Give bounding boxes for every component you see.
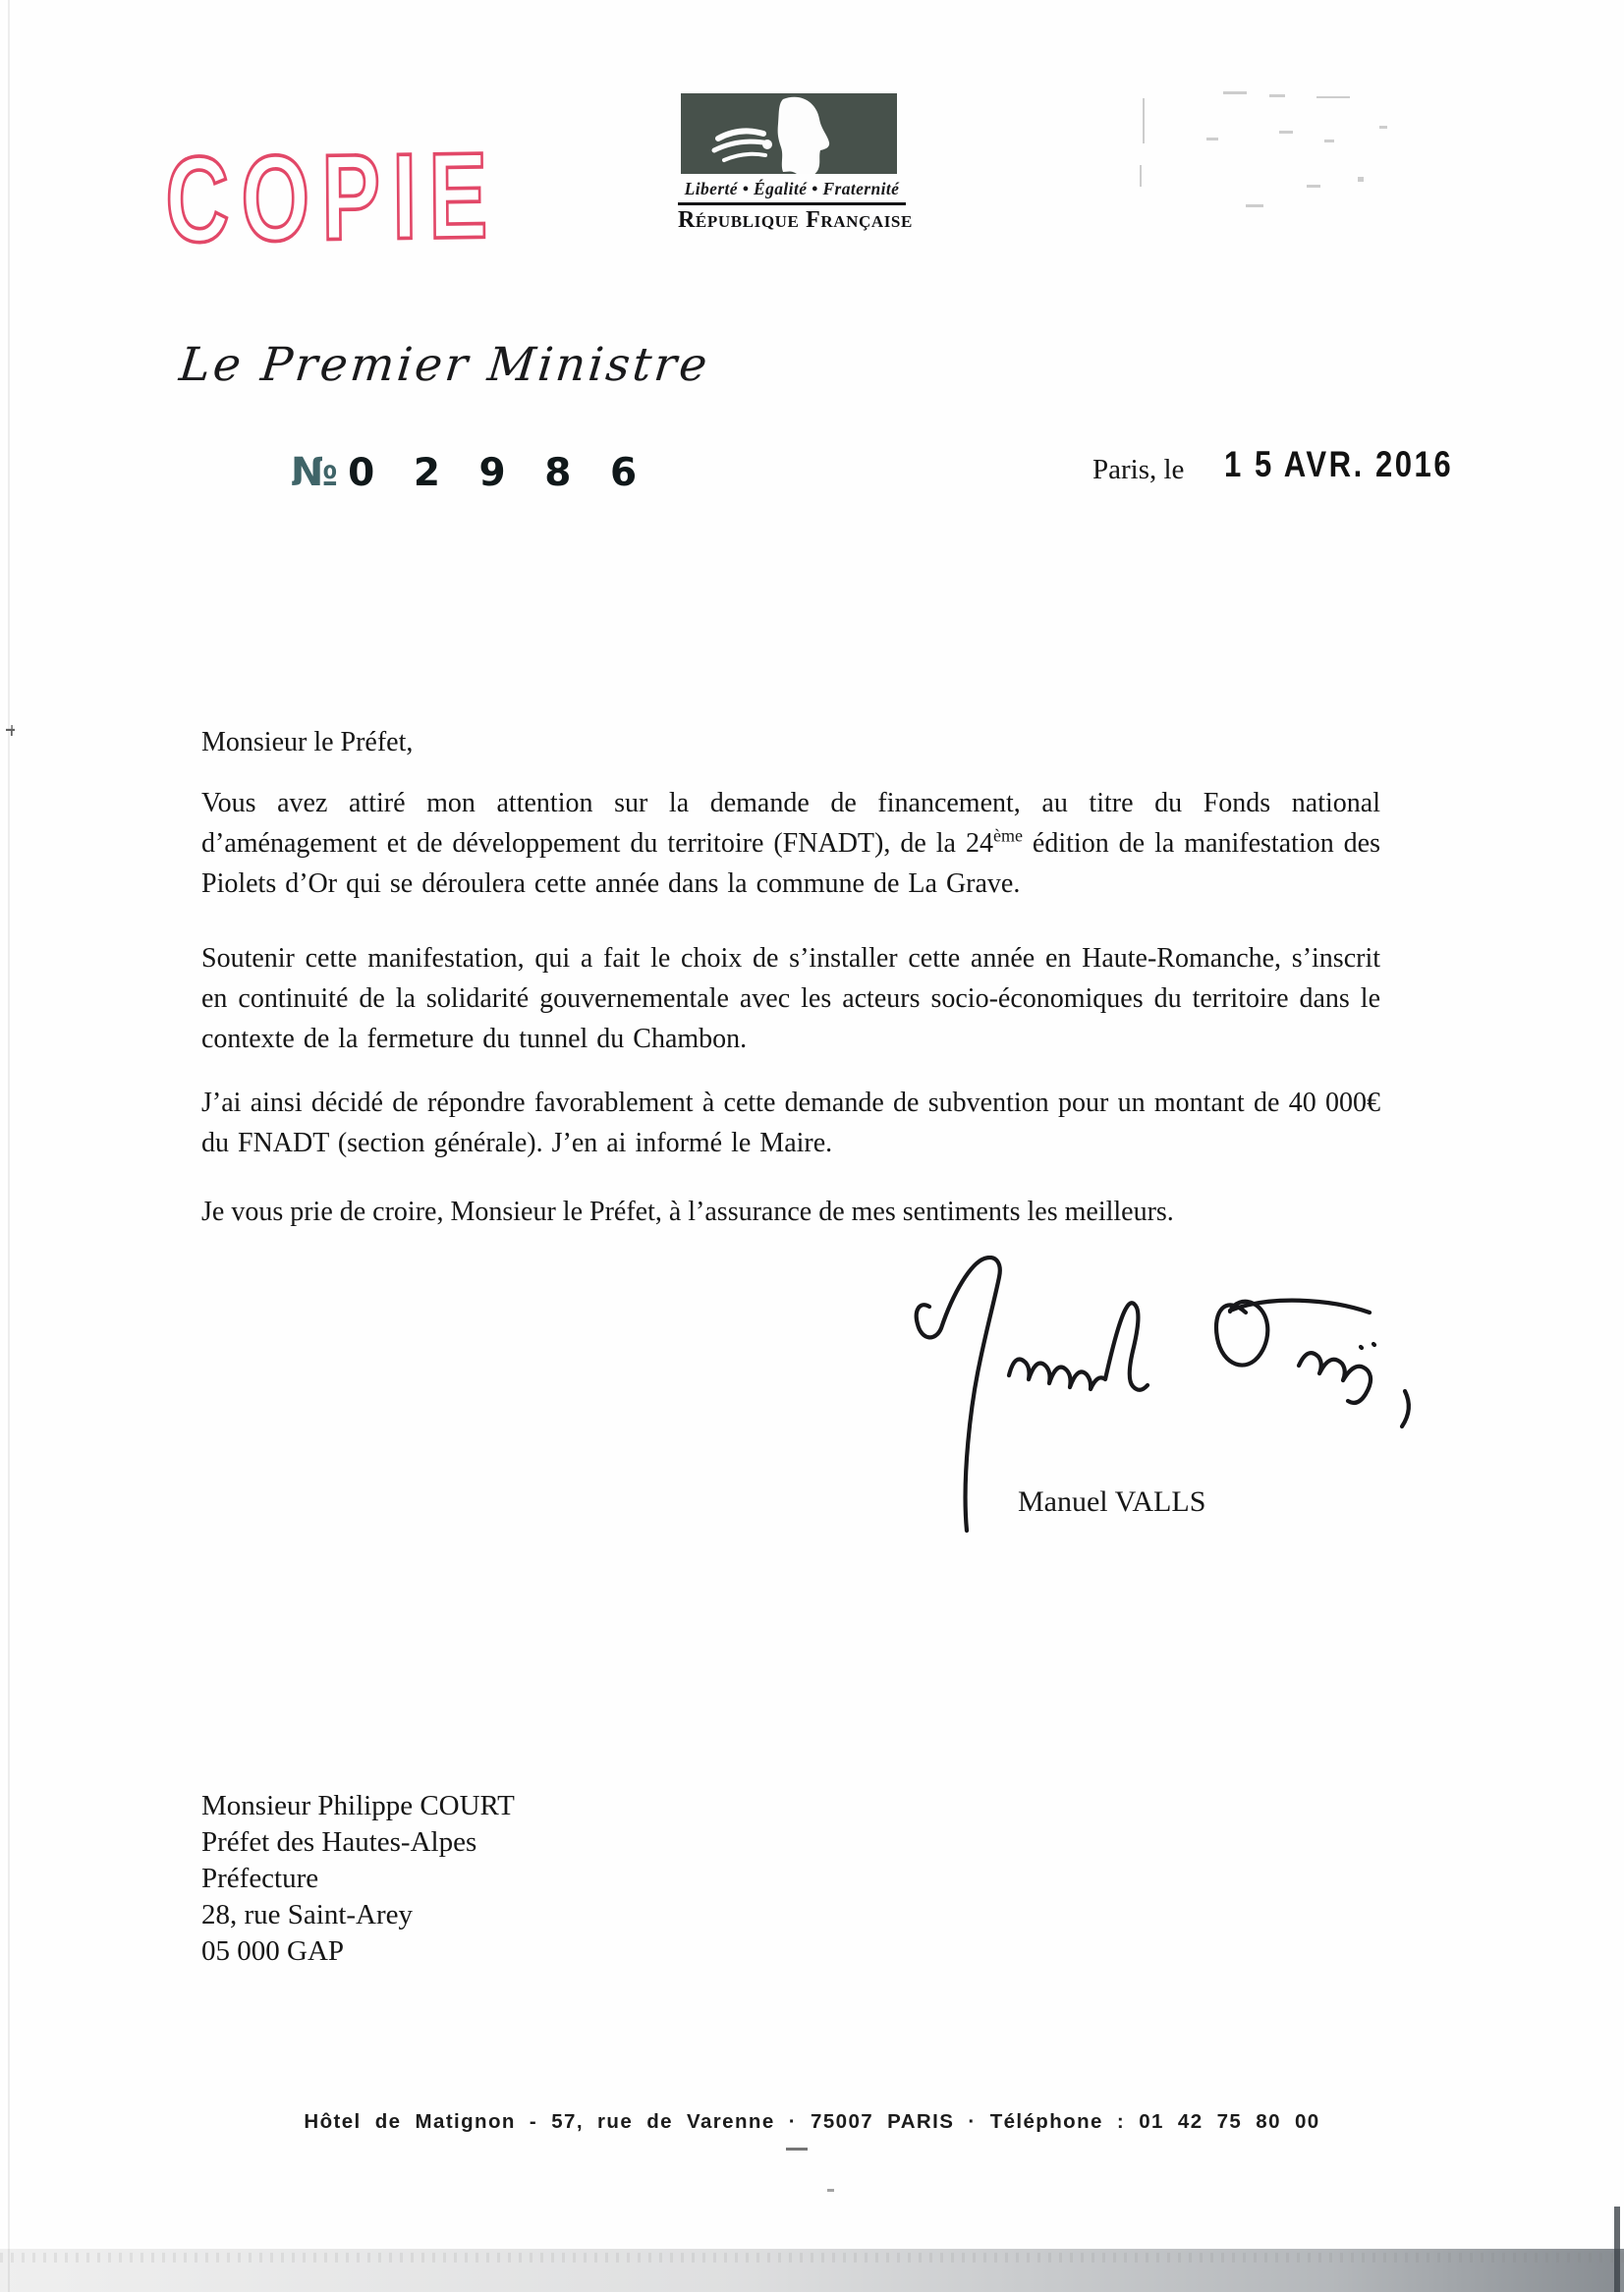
salutation: Monsieur le Préfet,	[201, 727, 414, 757]
reference-number-stamp	[291, 450, 649, 495]
dateline-place: Paris, le	[1092, 454, 1185, 485]
footer-dash-mark	[786, 2148, 808, 2151]
closing-sentence: Je vous prie de croire, Monsieur le Préfet, à l’assurance de mes sentiments les meilleurs.	[201, 1197, 1174, 1227]
republique-francaise-label: République Française	[678, 207, 913, 233]
motto-underline	[678, 202, 906, 205]
recipient-name: Monsieur Philippe COURT	[201, 1790, 515, 1821]
scan-bottom-band-texture	[0, 2253, 1624, 2263]
paragraph-1	[201, 783, 1380, 904]
footer-address-line: Hôtel de Matignon - 57, rue de Varenne · 75007 PARIS · Téléphone : 01 42 75 80 00	[304, 2110, 1320, 2133]
paragraph-1-text-after: édition de la manifestation des Piolets d’Or qui se déroulera cette année dans la commune de La Grave.	[201, 828, 1381, 899]
date-stamp: 1 5 AVR. 2016	[1224, 444, 1454, 484]
numero-symbol: №	[291, 450, 343, 495]
motto-line: Liberté • Égalité • Fraternité	[684, 179, 900, 198]
marianne-logo-icon	[681, 93, 897, 174]
paragraph-1-superscript: ème	[992, 825, 1023, 846]
republique-francaise-letterhead	[678, 93, 913, 234]
scan-left-edge-line	[8, 0, 10, 2292]
recipient-address-block	[201, 1788, 515, 1970]
sender-title: Le Premier Ministre	[177, 338, 713, 392]
recipient-city: 05 000 GAP	[201, 1935, 345, 1967]
copie-stamp: COPIE	[164, 127, 500, 269]
paragraph-1-text: Vous avez attiré mon attention sur la demande de financement, au titre du Fonds national d’aménagement et de développement du territoire (FNADT), de la 24	[201, 788, 1380, 859]
signer-name: Manuel VALLS	[1018, 1485, 1206, 1518]
paragraph-3: J’ai ainsi décidé de répondre favorablement à cette demande de subvention pour un montant de 40 000€ du FNADT (section générale). J’en ai informé le Maire.	[201, 1088, 1380, 1158]
scan-right-edge-line	[1614, 2207, 1620, 2292]
recipient-title: Préfet des Hautes-Alpes	[201, 1826, 477, 1858]
paragraph-2: Soutenir cette manifestation, qui a fait le choix de s’installer cette année en Haute-Romanche, s’inscrit en continuité de la solidarité gouvernementale avec les acteurs socio-économiques du territoire dans le contexte de la fermeture du tunnel du Chambon.	[201, 943, 1380, 1054]
recipient-street: 28, rue Saint-Arey	[201, 1899, 414, 1930]
footer-dot-mark	[827, 2189, 834, 2192]
reference-digits: 0 2 9 8 6	[348, 451, 650, 495]
recipient-institution: Préfecture	[201, 1863, 319, 1894]
